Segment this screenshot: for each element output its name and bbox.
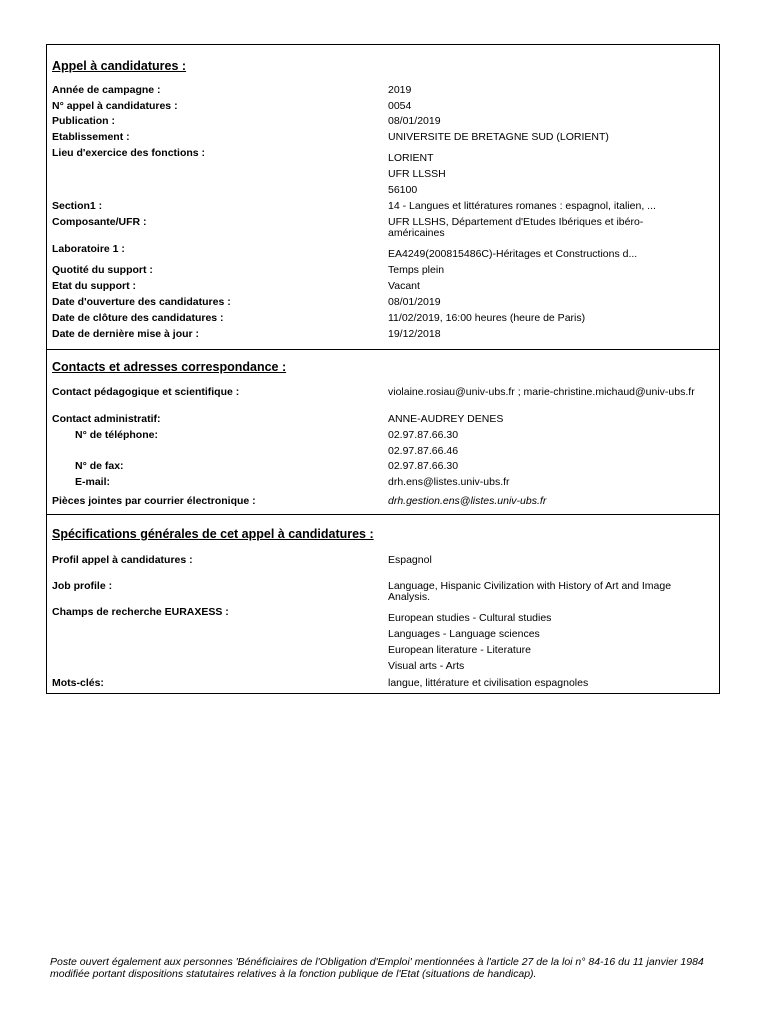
label-composante: Composante/UFR :	[52, 216, 147, 228]
value-fax: 02.97.87.66.30	[388, 460, 459, 472]
label-email: E-mail:	[75, 476, 111, 488]
label-publication: Publication :	[52, 115, 115, 127]
value-contact-administratif: ANNE-AUDREY DENES	[388, 413, 504, 425]
label-profil: Profil appel à candidatures :	[52, 554, 193, 566]
section-divider	[47, 514, 719, 515]
label-quotite: Quotité du support :	[52, 264, 153, 276]
value-publication: 08/01/2019	[388, 115, 441, 127]
value-telephone-1: 02.97.87.66.30	[388, 429, 459, 441]
label-laboratoire: Laboratoire 1 :	[52, 243, 125, 255]
value-section: 14 - Langues et littératures romanes : espagnol, italien, ...	[388, 200, 656, 212]
label-contact-administratif: Contact administratif:	[52, 413, 161, 425]
value-euraxess-1: European studies - Cultural studies	[388, 612, 552, 624]
label-etat-support: Etat du support :	[52, 280, 136, 292]
label-job-profile: Job profile :	[52, 580, 113, 592]
value-euraxess-2: Languages - Language sciences	[388, 628, 540, 640]
value-euraxess-4: Visual arts - Arts	[388, 660, 465, 672]
label-section: Section1 :	[52, 200, 103, 212]
label-euraxess: Champs de recherche EURAXESS :	[52, 606, 229, 618]
value-lieu-ufr: UFR LLSSH	[388, 168, 446, 180]
value-profil: Espagnol	[388, 554, 432, 566]
value-quotite: Temps plein	[388, 264, 445, 276]
value-etablissement: UNIVERSITE DE BRETAGNE SUD (LORIENT)	[388, 131, 609, 143]
label-annee-campagne: Année de campagne :	[52, 84, 161, 96]
label-etablissement: Etablissement :	[52, 131, 130, 143]
footnote: Poste ouvert également aux personnes 'Bénéficiaires de l'Obligation d'Emploi' mentionnées à l'article 27 de la loi n° 84-16 du 11 janvier 1984 modifiée portant dispositions statutaires relatives à la fonction publique de l'Etat (situations de handicap).	[50, 956, 704, 980]
value-lieu-code-postal: 56100	[388, 184, 418, 196]
label-lieu-exercice: Lieu d'exercice des fonctions :	[52, 147, 206, 159]
section-title-specifications: Spécifications générales de cet appel à candidatures :	[52, 527, 374, 541]
value-telephone-2: 02.97.87.66.46	[388, 445, 459, 457]
label-date-cloture: Date de clôture des candidatures :	[52, 312, 224, 324]
document-frame	[46, 44, 720, 694]
value-laboratoire: EA4249(200815486C)-Héritages et Constructions d...	[388, 248, 638, 260]
value-annee-campagne: 2019	[388, 84, 412, 96]
value-contact-pedagogique: violaine.rosiau@univ-ubs.fr ; marie-christine.michaud@univ-ubs.fr	[388, 386, 695, 398]
value-date-ouverture: 08/01/2019	[388, 296, 441, 308]
value-numero-appel: 0054	[388, 100, 412, 112]
label-contact-pedagogique: Contact pédagogique et scientifique :	[52, 386, 240, 398]
label-telephone: N° de téléphone:	[75, 429, 158, 441]
value-pieces-jointes: drh.gestion.ens@listes.univ-ubs.fr	[388, 495, 547, 507]
value-email: drh.ens@listes.univ-ubs.fr	[388, 476, 510, 488]
label-pieces-jointes: Pièces jointes par courrier électronique :	[52, 495, 256, 507]
label-date-mise-a-jour: Date de dernière mise à jour :	[52, 328, 200, 340]
section-title-appel: Appel à candidatures :	[52, 59, 187, 73]
label-mots-cles: Mots-clés:	[52, 677, 104, 689]
value-etat-support: Vacant	[388, 280, 420, 292]
section-title-contacts: Contacts et adresses correspondance :	[52, 360, 287, 374]
label-fax: N° de fax:	[75, 460, 124, 472]
value-lieu-ville: LORIENT	[388, 152, 434, 164]
label-numero-appel: N° appel à candidatures :	[52, 100, 178, 112]
value-mots-cles: langue, littérature et civilisation espagnoles	[388, 677, 589, 689]
value-date-cloture: 11/02/2019, 16:00 heures (heure de Paris)	[388, 312, 586, 324]
value-composante: UFR LLSHS, Département d'Etudes Ibériques et ibéro-américaines	[388, 216, 644, 239]
section-divider	[47, 349, 719, 350]
value-date-mise-a-jour: 19/12/2018	[388, 328, 441, 340]
label-date-ouverture: Date d'ouverture des candidatures :	[52, 296, 231, 308]
value-euraxess-3: European literature - Literature	[388, 644, 531, 656]
value-job-profile: Language, Hispanic Civilization with History of Art and Image Analysis.	[388, 580, 672, 603]
